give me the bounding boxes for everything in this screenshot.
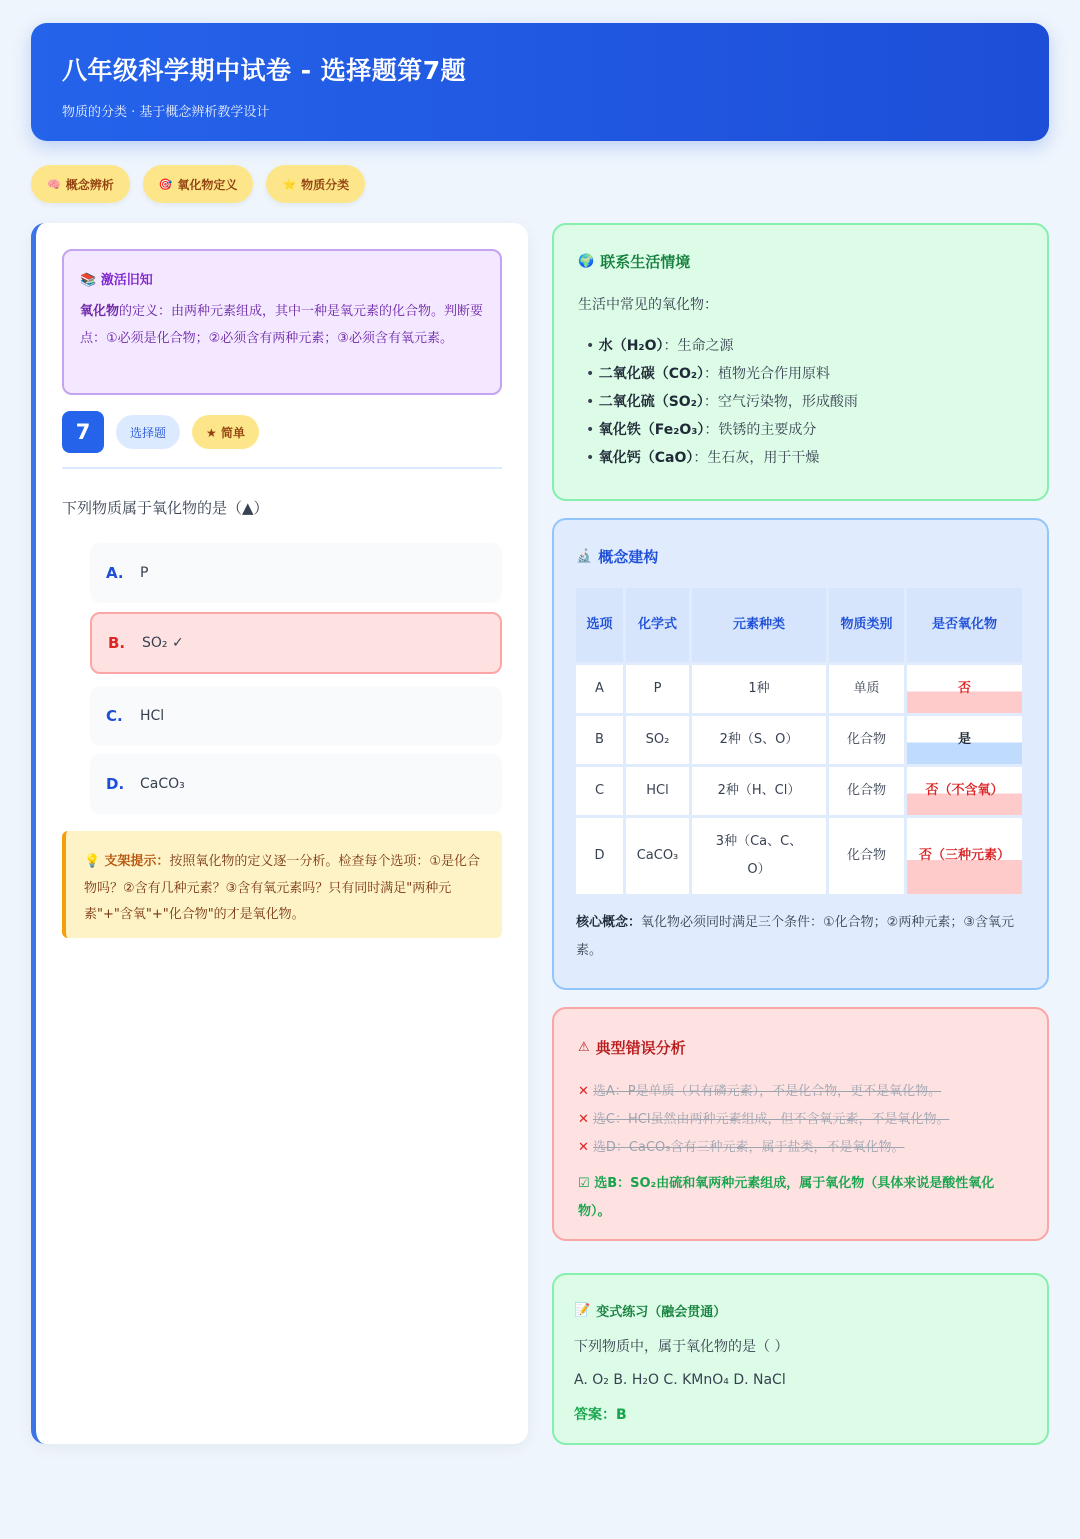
oxide-result-cell: 否 (907, 665, 1022, 713)
column-header: 选项 (576, 588, 623, 662)
wrong-analysis-c: ✕ 选C：HCl虽然由两种元素组成，但不含氧元素，不是氧化物。 (578, 1106, 1023, 1134)
table-row (576, 716, 1022, 764)
tag-label: 氧化物定义 (177, 177, 238, 192)
table-cell: 2种（S、O） (692, 716, 826, 764)
option-c[interactable]: C. HCl (90, 686, 502, 746)
list-item: • 二氧化硫（SO₂）：空气污染物，形成酸雨 (586, 394, 858, 410)
table-row (576, 818, 1022, 894)
tag-concept[interactable] (31, 165, 130, 203)
wrong-analysis-d: ✕ 选D：CaCO₃含有三种元素，属于盐类，不是氧化物。 (578, 1134, 1023, 1162)
column-header: 化学式 (626, 588, 689, 662)
table-cell: 化合物 (829, 767, 904, 815)
table-cell: HCl (626, 767, 689, 815)
life-context-card (552, 223, 1049, 501)
table-cell: B (576, 716, 623, 764)
wrong-analysis-a: ✕ 选A：P是单质（只有磷元素），不是化合物，更不是氧化物。 (578, 1078, 1023, 1106)
question-header (62, 411, 502, 469)
list-item: • 二氧化碳（CO₂）：植物光合作用原料 (586, 366, 831, 382)
practice-title: 📝 变式练习（融会贯通） (574, 1303, 727, 1320)
page-subtitle: 物质的分类 · 基于概念辨析教学设计 (62, 105, 270, 120)
hint-text: 按照氧化物的定义逐一分析。检查每个选项：①是化合物吗？②含有几种元素？③含有氧元素吗？只有同时满足"两种元素"+"含氧"+"化合物"的才是氧化物。 (84, 854, 480, 922)
list-item: • 氧化钙（CaO）：生石灰，用于干燥 (586, 450, 820, 466)
question-number: 7 (62, 411, 104, 453)
table-cell: C (576, 767, 623, 815)
recall-box (62, 249, 502, 395)
error-analysis-card (552, 1007, 1049, 1241)
list-item: • 氧化铁（Fe₂O₃）：铁锈的主要成分 (586, 422, 817, 438)
oxide-result-cell: 是 (907, 716, 1022, 764)
life-intro: 生活中常见的氧化物： (578, 297, 718, 313)
concept-card (552, 518, 1049, 990)
question-text: 下列物质属于氧化物的是（▲） (62, 499, 269, 517)
option-b[interactable]: B. SO₂ ✓ (90, 612, 502, 674)
tag-list (31, 165, 365, 203)
tag-oxide-definition[interactable] (143, 165, 254, 203)
brain-icon: 🧠 (47, 177, 61, 191)
table-cell: 2种（H、Cl） (692, 767, 826, 815)
warning-icon: ⚠ (578, 1040, 590, 1055)
recall-title: 📚 激活旧知 (80, 273, 153, 288)
tag-label: 概念辨析 (65, 177, 114, 192)
question-type-badge: 选择题 (116, 415, 180, 449)
table-cell: CaCO₃ (626, 818, 689, 894)
books-icon: 📚 (80, 273, 97, 288)
practice-question: 下列物质中，属于氧化物的是（ ） (574, 1339, 789, 1355)
oxide-result-cell: 否（不含氧） (907, 767, 1022, 815)
check-icon: ☑ (578, 1176, 595, 1191)
oxide-list (578, 332, 1023, 472)
table-cell: 化合物 (829, 818, 904, 894)
concept-table (573, 585, 1025, 897)
microscope-icon: 🔬 (576, 549, 593, 564)
life-title: 🌍 联系生活情境 (578, 253, 691, 271)
difficulty-badge: ★ 简单 (192, 415, 259, 449)
error-title: ⚠ 典型错误分析 (578, 1039, 686, 1057)
column-header: 物质类别 (829, 588, 904, 662)
practice-card (552, 1273, 1049, 1445)
option-d[interactable]: D. CaCO₃ (90, 754, 502, 814)
table-cell: 化合物 (829, 716, 904, 764)
list-item: • 水（H₂O）：生命之源 (586, 338, 734, 354)
oxide-result-cell: 否（三种元素） (907, 818, 1022, 894)
cross-icon: ✕ (578, 1140, 589, 1155)
option-a[interactable]: A. P (90, 543, 502, 603)
table-row (576, 767, 1022, 815)
table-cell: SO₂ (626, 716, 689, 764)
hint-label: 支架提示： (104, 854, 170, 869)
table-cell: D (576, 818, 623, 894)
right-analysis-b: ☑ 选B：SO₂由硫和氧两种元素组成，属于氧化物（具体来说是酸性氧化物）。 (578, 1176, 995, 1219)
practice-answer: 答案：B (574, 1407, 627, 1423)
table-cell: 单质 (829, 665, 904, 713)
column-header: 是否氧化物 (907, 588, 1022, 662)
table-row (576, 665, 1022, 713)
tag-classification[interactable] (266, 165, 365, 203)
table-header-row (576, 588, 1022, 662)
star-icon: ⭐ (282, 177, 297, 191)
practice-options: A. O₂ B. H₂O C. KMnO₄ D. NaCl (574, 1372, 786, 1388)
page-title: 八年级科学期中试卷 - 选择题第7题 (62, 56, 467, 85)
tag-label: 物质分类 (301, 177, 350, 192)
lightbulb-icon: 💡 (84, 854, 101, 869)
cross-icon: ✕ (578, 1084, 589, 1099)
concept-title: 🔬 概念建构 (576, 548, 659, 566)
core-concept: 核心概念：氧化物必须同时满足三个条件：①化合物；②两种元素；③含氧元素。 (576, 915, 1014, 958)
table-cell: 3种（Ca、C、O） (692, 818, 826, 894)
table-cell: P (626, 665, 689, 713)
recall-text: 氧化物的定义：由两种元素组成，其中一种是氧元素的化合物。判断要点：①必须是化合物；②必须含有两种元素；③必须含有氧元素。 (80, 304, 484, 346)
globe-icon: 🌍 (578, 254, 595, 269)
page-header (31, 23, 1049, 141)
question-panel (31, 223, 528, 1444)
memo-icon: 📝 (574, 1303, 591, 1318)
table-cell: 1种 (692, 665, 826, 713)
column-header: 元素种类 (692, 588, 826, 662)
cross-icon: ✕ (578, 1112, 589, 1127)
target-icon: 🎯 (158, 177, 173, 191)
hint-box (62, 831, 502, 938)
table-cell: A (576, 665, 623, 713)
